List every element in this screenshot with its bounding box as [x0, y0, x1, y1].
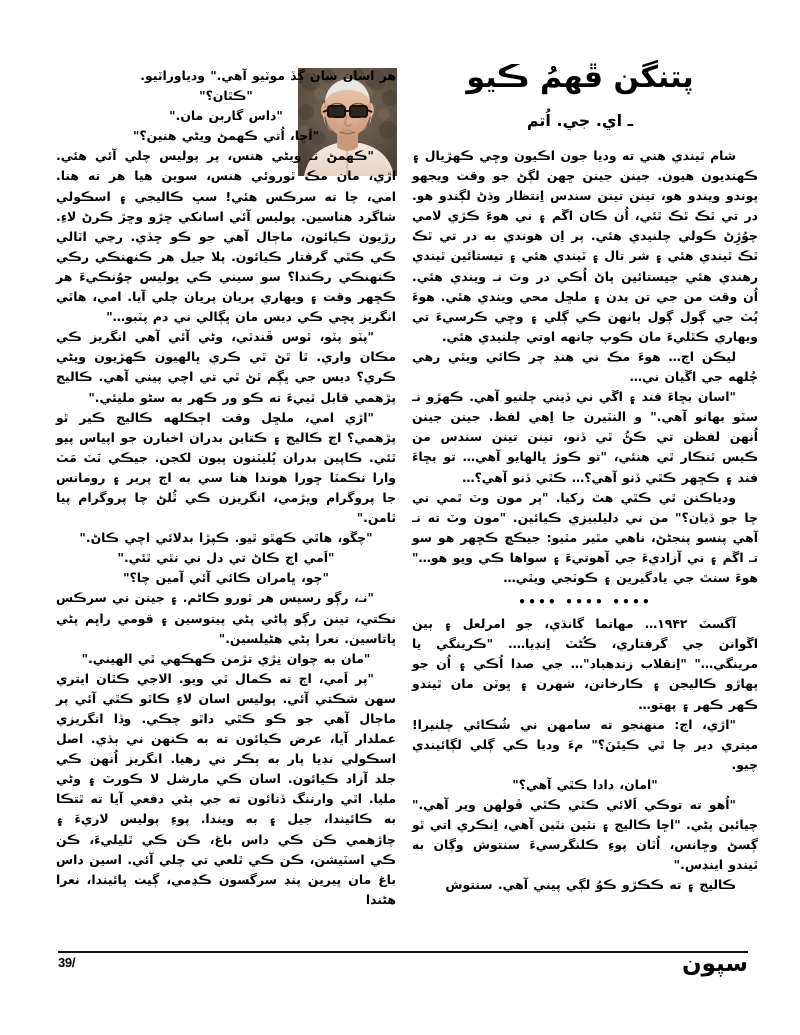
paragraph: "اُهو ته توڪي اَلائي ڪٿي ڪٿي ڦولهن وير آهي." چيائين پڻي. "اڇا ڪاليج ۽ نٿين نٿين آهي، اِنڪري اتي ٿو ڳسڻ وڇانس، اُٿان پوءِ ڪلنگرسيءَ سنتوش وڳان به ٿيندو اينڊس." — [412, 797, 758, 873]
paragraph: "امان، دادا ڪٿي آهي؟" — [512, 776, 658, 792]
paragraph: "اَڇا، اُتي ڪهمڻ ويڻي هنين؟" — [132, 128, 320, 144]
paragraph: شام ٿيندي هني ته وديا جون اڪيون وڇي ڪهڙيال ۽ ڪهنديون هيون. جينن جينن ڇهن لڳڻ جو وقت ويجهو پوندو ويندو هو، تينن تينن سندس اِنتظار وڌڻ لڳندو هو. در تي ٿڪ ٿڪ ٿئي، اُن ڪان اڱم ۽ ني هوءَ ڪڙي لامي چوُڙِڻ ڪولي چلنيدي هئي. پر اِن هوندي به در تي ٿڪ ٿڪ ٿيندي هئي ۽ شر تال ۽ ٿيندي هئي ۽ تيستائين ٿيندي رهندي هئي جيستائين پاڻ اُڪي در وٽ نـ ويندي هئي. اُن وقت من جي تن بدن ۽ ملڇل محي ويندي هئي. هوءَ پُٽ جي ڳول ڳول ٻانهن ڪي ڳلي ۽ وڇي ڪرسيءَ تي ويهاري ڪٿليءَ مان ڪوپ چانهه اوتي چلنيدي هئي. — [412, 148, 758, 344]
paragraph: ليڪن اڄ… هوءَ مڪ ني هنڊ چر ڪائي ويٿي رهي چُلهه جي اڱيان ني… — [412, 348, 758, 385]
section-separator: •••• •••• •••• — [518, 594, 652, 610]
paragraph: هر اسان سان ڳڏ موٽيو آهي." ودياوراٽيو. — [140, 68, 396, 83]
paragraph: "ڪٿان؟" — [199, 88, 253, 104]
paragraph: "نـ، رڳو رسيس هر ٿورو ڪاڻم. ۽ جينن ني سرڪس نڪتي، تينن رڳو پاڻي پڻي پيتوسين ۽ قومي راڀم پڻي ڀاتاسين. نعرا پڻي هڻيلسين." — [56, 590, 396, 646]
paragraph: "پٽو پٽو، ٿوس ڦندٿي، وڻي آئي آهي انگريز ڪي مڪان واري. ٿا ٿڻ ٿي ڪري ڀالهيون ڪهڙيون ويڻي ڪري؟ ديس جي ڀڳم ٿڻ ٿي تي اچي پيني آهي. ڪاليج پڙهمي قابل ٿييءَ ته ڪو ور ڪهر به سڻو مليئي." — [56, 329, 396, 405]
paragraph: "چو، ڀامران ڪائي آئي آمين چا؟" — [123, 570, 329, 586]
paragraph: "پر اَمي، اڄ ته ڪمال ٿي ويو. الاجي ڪٿان ايتري سهن شڪتي آئي. پوليس اسان لاءِ ڪاٿو ڪٿي آئي پر ماڄال آهي جو ڪو ڪٿي داٿو چڪي. وڏا انگريزي عملدار آيا، عرض ڪيائون ته به ڪنهن ني ٻڌي. اصل اسڪولي نڊيا پار به ٻڪر ني رهيا. انگريز اُنهن ڪي جلد آزاد ڪيائون. اسان ڪي مارشل لا ڪورٽ ۽ وڻي مليا. اٿي وارننگ ڏنائون ته جي ٻڻي دفعي آيا ته ٿتڪا به ڪائيندا، جيل ۽ به ويندا. پوءِ پوليس لاريءَ ۽ چاڙهمي ڪن ڪي داس باغ، ڪن ڪي ٿليليءَ، ڪن ڪي اسٽيشن، ڪن ڪي ٿلعي تي چلي آئي. اسين داس باغ مان پيرين پنڊ سرگسون ڪڍمي، ڳيت ڀائيندا، نعرا هڻندا — [56, 670, 396, 907]
right-text-column — [412, 146, 758, 895]
paragraph: "مان به چوان نِڙي تڙمن ڪهڪهي ٿي الهيني." — [81, 650, 371, 666]
paragraph: "اڙي امي، ملڇل وقت اڄڪلهه ڪاليج ڪير ٿو پڙهمي؟ اڄ ڪاليج ۽ ڪتابن بدران اخبارن جو اپياس پيو ٿئي. ڪاپين بدران ٻُليٽنون پيون لکجن. جيڪي نَٽ مَٽ وارا نڪمٽا ڇورا هوندا هنا سي به اڄ پرير ۽ رومانس جا پروگرام ويڙمي، انگريزن ڪي ٿُلڻ چا پروگرام پيا ٿامن." — [56, 409, 396, 526]
article-byline: ـ اي. جي. اُتم — [526, 110, 634, 130]
paragraph: "چڱو، هاٿي ڪهٿو ٿيو. ڪپڙا بدلائي اچي ڪاڻ." — [79, 530, 373, 546]
article-header — [402, 58, 758, 131]
paragraph: "ڪهمڻ نـ ويڻي هنس، پر پوليس چلي آئي هئي. اڙي، مان مڪ ٿوروئي هنس، سوين هيا هر ته هنا. امي، چا ته سرڪس هئي! سڀ ڪاليجي ۽ اسڪولي شاگرد هناسين. پوليس آئي اسانکي ڇڙو وڇڙ ڪرڻ لاءِ. رڙيون ڪيائون، ماڄال آهي جو ڪو ڇڏي. رڃي اٽالي ڪي ڪٿي گرفتار ڪيائون. پلا جيل هر ڪنهنڪي رڪي ڪنهنڪي رڪندا؟ سو سيني ڪي پوليس چوُنڪيءَ هر ڪڇهر وقت ۽ ويهاري پريان پريان چلي آيا. امي، هاٿي انگريز پڇي ڪي ديس مان ڀڳالي ني دم پٽبو…" — [56, 148, 396, 325]
paragraph: ودياڪنن ٿي ڪٿي هٿ رکيا. "پر مون وٽ ٿمي ني چا جو ڏيان؟" من ني دليلبيزي ڪيائين. "مون وٽ ته نـ آهي پنسو پنجڻڻ، ناهي مٿير مٿيو: جيڪڇ ڪڇهر هو سو تـ اڱم ۽ ني آزاديءَ جي آهوتيءَ ۽ سواها ڪي ويو هو…" هوءَ سنٿ جي يادگيرين ۽ ڪوٽجي ويٿي… — [412, 489, 758, 585]
page-number: 39/ — [58, 955, 76, 970]
footer-divider — [58, 951, 748, 953]
paragraph: "اَمي اڄ ڪاڻ تي دل ني نٿي ٿئي." — [117, 550, 335, 566]
paragraph: ڪاليج ۽ ته ڪڪڙو ڪوُ لڳي پيني آهي. سنتوش — [445, 877, 736, 893]
page-title: پتنگن ڦهمُ ڪيو — [466, 60, 694, 95]
paragraph: "اڙي، اڄ: منهنجو ته سامهن ني شُڪائي چلنيرا! ميتري دير چا ٿي ڪيئنَ؟" مءَ وديا ڪي ڳلي لڳائيندي چيو. — [412, 716, 758, 772]
left-text-column — [56, 66, 396, 910]
paragraph: آگسٽ ۱۹۴۲… مهاتما گانڌي، جو امرلعل ۽ ٻين اڱوانن جي گرفتاري، ڪُڻٽ اِنڊيا…. "ڪرينگي يا مرينگي…" "اِنقلاب زندهباد"… جي صدا اُڪي ۽ اُن جو پهاڙو ڪاليجن ۽ ڪارخانن، شهرن ۽ ڀوٽن مان ٿيندو ڪهر ڪهر ۽ پهتو… — [412, 616, 758, 712]
paragraph: "اسان بڇاءَ فند ۽ اڱي ني ڏيني چلنيو آهي. ڪهڙو نـ سٽو بهانو آهي." و النٽيرن جا اِهي لفظ. جينن جينن اُنهن لفظن تي ڪڻُ ٿي ڏنو، تينن تينن سندس من ڪيس ٿنڪار ٿي هنئي، "تو ڪوڙ ڀالهايو آهي… تو بڇاءَ فند ۽ ڪڇهر ڪٿي ڏنو آهي؟… ڪٿي ڏنو آهي؟… — [412, 389, 758, 485]
paragraph: "داس گاربن مان." — [169, 108, 283, 124]
magazine-brand: سپون — [681, 951, 748, 977]
